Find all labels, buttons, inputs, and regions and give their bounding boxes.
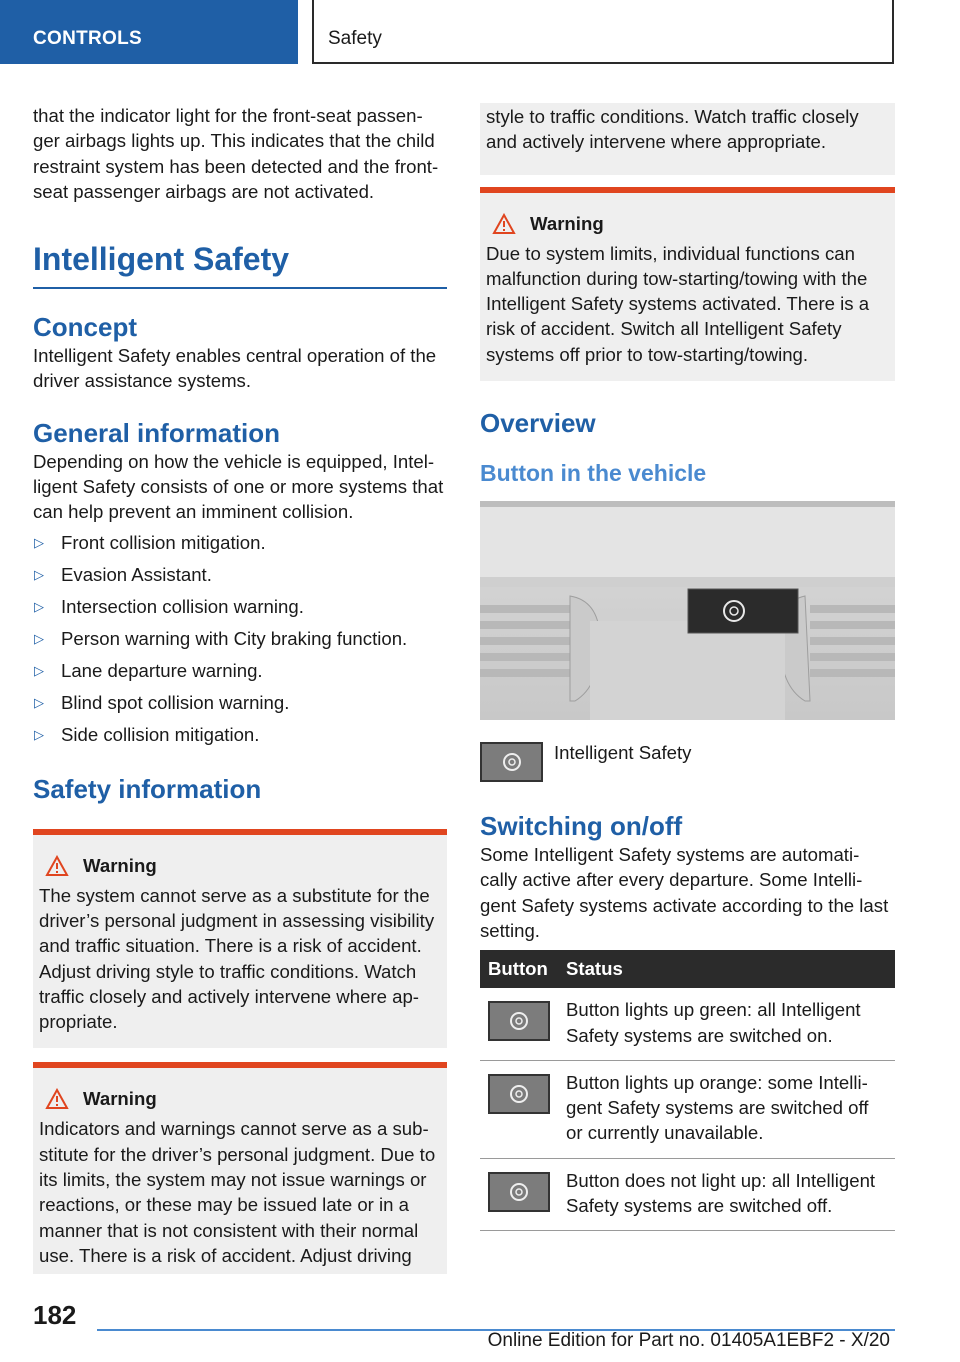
warning-text: Indicators and warnings cannot serve as a sub-stitute for the driver’s personal judgment. Due to its limits, the system may not issue warnings or reactions, or these may be issued late or in a manner that is not consistent with their normal use. There is a risk of accident. Adjust driving bbox=[39, 1118, 436, 1266]
dashboard-photo-illustration bbox=[480, 501, 895, 720]
list-item: ▷ Blind spot collision warning. bbox=[33, 687, 447, 719]
warning-continued-text: style to traffic conditions. Watch traffic closely and actively intervene where appropriate. bbox=[486, 106, 859, 153]
switching-heading: Switching on/off bbox=[480, 811, 683, 842]
right-column bbox=[480, 103, 895, 1231]
button-status-table bbox=[480, 950, 895, 1231]
warning-triangle-icon bbox=[45, 1088, 69, 1110]
bullet-triangle-icon: ▷ bbox=[34, 726, 44, 742]
header-topic-tab bbox=[312, 0, 894, 64]
warning-title: Warning bbox=[486, 213, 889, 235]
bullet-triangle-icon: ▷ bbox=[34, 566, 44, 582]
intelligent-safety-icon bbox=[480, 742, 543, 782]
intro-paragraph: that the indicator light for the front-seat passen-ger airbags lights up. This indicates that the child restraint system has been detected and the front-seat passenger airbags are not activated. bbox=[33, 105, 439, 202]
table-header-status: Status bbox=[558, 950, 895, 988]
status-text: Button lights up green: all Intelligent Safety systems are switched on. bbox=[558, 988, 895, 1060]
list-item: ▷ Side collision mitigation. bbox=[33, 719, 447, 751]
systems-list bbox=[33, 527, 447, 751]
general-info-paragraph: Depending on how the vehicle is equipped, Intel-ligent Safety consists of one or more systems that can help prevent an imminent collision. bbox=[33, 450, 444, 523]
bullet-triangle-icon: ▷ bbox=[34, 694, 44, 710]
intelligent-safety-icon bbox=[488, 1074, 550, 1114]
list-item: ▷ Evasion Assistant. bbox=[33, 559, 447, 591]
bullet-triangle-icon: ▷ bbox=[34, 534, 44, 550]
button-legend bbox=[480, 742, 895, 782]
concept-heading: Concept bbox=[33, 312, 137, 343]
button-vehicle-heading: Button in the vehicle bbox=[480, 460, 707, 487]
left-column bbox=[33, 103, 447, 1274]
button-caption: Intelligent Safety bbox=[554, 742, 692, 764]
table-header-button: Button bbox=[480, 950, 558, 988]
list-item: ▷ Lane departure warning. bbox=[33, 655, 447, 687]
warning-box bbox=[33, 829, 447, 1049]
intelligent-safety-icon bbox=[488, 1001, 550, 1041]
footer-edition: Online Edition for Part no. 01405A1EBF2 - X/20 bbox=[487, 1330, 890, 1351]
page-number: 182 bbox=[33, 1300, 77, 1330]
table-row bbox=[480, 1060, 895, 1158]
list-item: ▷ Person warning with City braking function. bbox=[33, 623, 447, 655]
warning-box bbox=[480, 187, 895, 381]
header-section-label: CONTROLS bbox=[33, 28, 143, 49]
warning-continuation-box bbox=[480, 103, 895, 175]
general-info-heading: General information bbox=[33, 417, 281, 448]
status-text: Button does not light up: all Intelligent Safety systems are switched off. bbox=[558, 1158, 895, 1231]
warning-box bbox=[33, 1062, 447, 1274]
table-row bbox=[480, 1158, 895, 1231]
switching-paragraph: Some Intelligent Safety systems are automati-cally active after every departure. Some Intelli-gent Safety systems activate according to the last setting. bbox=[480, 844, 889, 941]
warning-title: Warning bbox=[39, 855, 441, 877]
vehicle-button-photo bbox=[480, 501, 895, 720]
header-topic-label: Safety bbox=[328, 28, 382, 49]
warning-triangle-icon bbox=[45, 855, 69, 877]
intelligent-safety-icon bbox=[488, 1172, 550, 1212]
header-section-tab bbox=[0, 0, 298, 64]
concept-paragraph: Intelligent Safety enables central operation of the driver assistance systems. bbox=[33, 345, 437, 392]
table-row bbox=[480, 988, 895, 1060]
warning-text: The system cannot serve as a substitute for the driver’s personal judgment in assessing visibility and traffic situation. There is a risk of accident. Adjust driving style to traffic conditions. Watch traffic closely and actively intervene where ap-propriate. bbox=[39, 884, 435, 1033]
warning-title: Warning bbox=[39, 1088, 441, 1110]
bullet-triangle-icon: ▷ bbox=[34, 598, 44, 614]
safety-info-heading: Safety information bbox=[33, 773, 262, 804]
warning-text: Due to system limits, individual functions can malfunction during tow-starting/towing with the Intelligent Safety systems activated. There is a risk of accident. Switch all Intelligent Safety systems off prior to tow-starting/towing. bbox=[486, 242, 870, 365]
warning-triangle-icon bbox=[492, 213, 516, 235]
list-item: ▷ Front collision mitigation. bbox=[33, 527, 447, 559]
list-item: ▷ Intersection collision warning. bbox=[33, 591, 447, 623]
status-text: Button lights up orange: some Intelli-gent Safety systems are switched off or currently unavailable. bbox=[558, 1060, 895, 1158]
page-title: Intelligent Safety bbox=[33, 241, 447, 289]
bullet-triangle-icon: ▷ bbox=[34, 662, 44, 678]
overview-heading: Overview bbox=[480, 408, 596, 439]
bullet-triangle-icon: ▷ bbox=[34, 630, 44, 646]
